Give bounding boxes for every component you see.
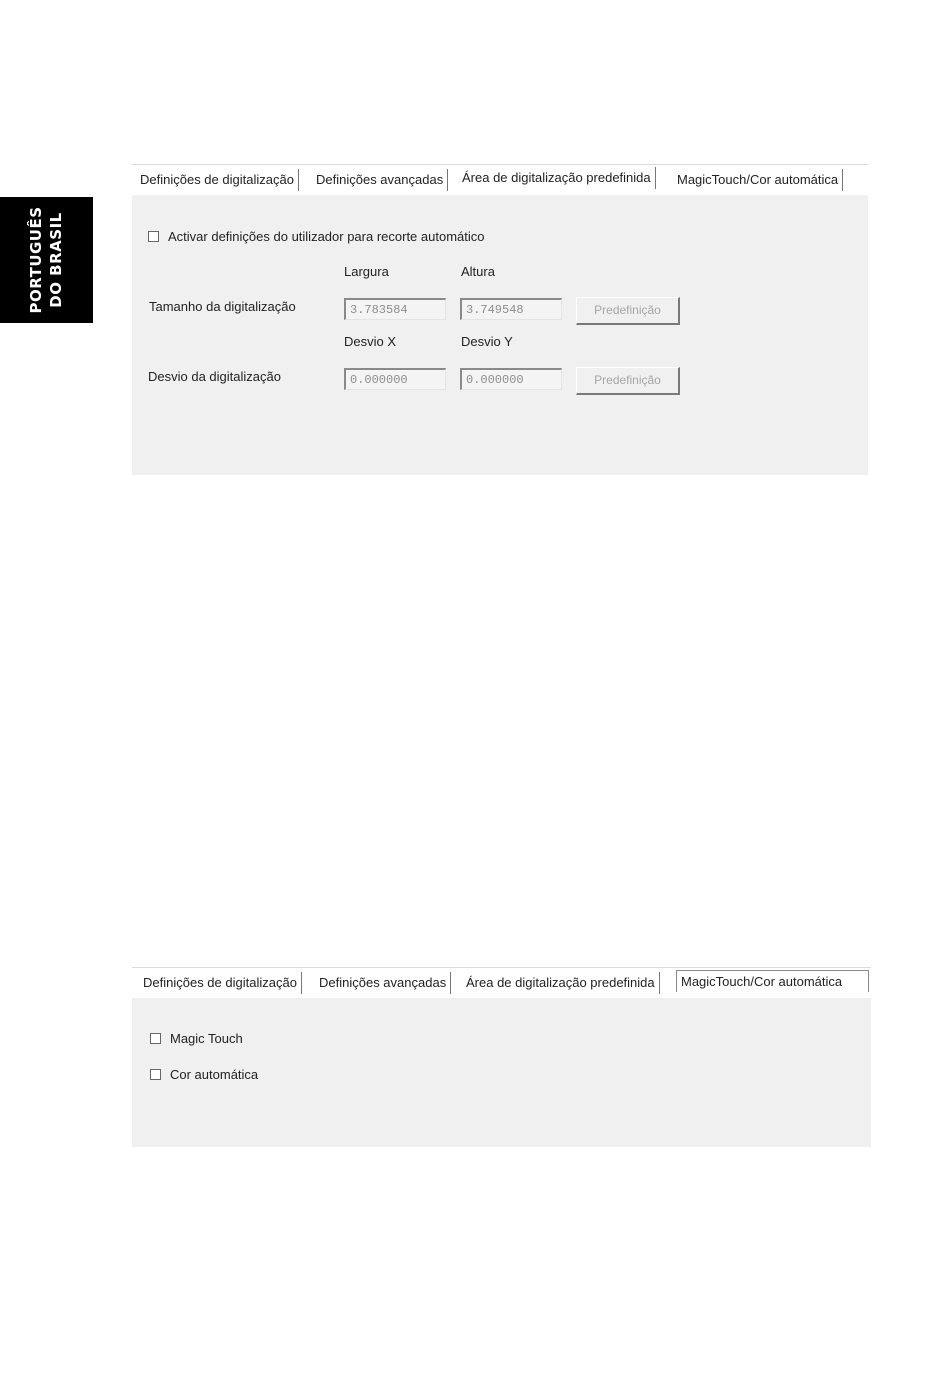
auto-color-label: Cor automática	[170, 1067, 259, 1082]
height-column-header: Altura	[461, 264, 495, 279]
language-label-line2: DO BRASIL	[47, 212, 65, 308]
offset-x-input[interactable]: 0.000000	[344, 368, 446, 390]
tab-advanced-settings[interactable]: Definições avançadas	[315, 972, 451, 994]
size-default-button[interactable]: Predefinição	[576, 297, 680, 325]
offset-y-column-header: Desvio Y	[461, 334, 513, 349]
magic-touch-checkbox-row[interactable]	[150, 1031, 243, 1046]
auto-crop-checkbox-label: Activar definições do utilizador para recorte automático	[168, 229, 485, 244]
tab-magictouch-auto-color[interactable]: MagicTouch/Cor automática	[673, 169, 843, 191]
tab-bar	[132, 967, 871, 998]
auto-color-checkbox[interactable]	[150, 1069, 161, 1080]
tab-predefined-scan-area[interactable]: Área de digitalização predefinida	[458, 167, 656, 189]
tab-magictouch-auto-color[interactable]: MagicTouch/Cor automática	[676, 970, 869, 992]
scan-size-label: Tamanho da digitalização	[149, 299, 296, 314]
magic-touch-label: Magic Touch	[170, 1031, 243, 1046]
tab-bar	[132, 164, 868, 195]
offset-y-input[interactable]: 0.000000	[460, 368, 562, 390]
width-input[interactable]: 3.783584	[344, 298, 446, 320]
auto-crop-checkbox-row[interactable]	[148, 229, 485, 244]
auto-crop-checkbox[interactable]	[148, 231, 159, 242]
magictouch-dialog	[132, 967, 871, 1147]
height-input[interactable]: 3.749548	[460, 298, 562, 320]
width-column-header: Largura	[344, 264, 389, 279]
scan-area-dialog	[132, 164, 868, 475]
tab-advanced-settings[interactable]: Definições avançadas	[312, 169, 448, 191]
language-label	[26, 206, 66, 313]
tab-scan-settings[interactable]: Definições de digitalização	[139, 972, 302, 994]
offset-x-column-header: Desvio X	[344, 334, 397, 349]
magic-touch-checkbox[interactable]	[150, 1033, 161, 1044]
tab-predefined-scan-area[interactable]: Área de digitalização predefinida	[462, 972, 660, 994]
scan-offset-label: Desvio da digitalização	[148, 369, 281, 384]
tab-scan-settings[interactable]: Definições de digitalização	[136, 169, 299, 191]
language-label-line1: PORTUGUÊS	[27, 206, 45, 314]
auto-color-checkbox-row[interactable]	[150, 1067, 258, 1082]
offset-default-button[interactable]: Predefinição	[576, 367, 680, 395]
